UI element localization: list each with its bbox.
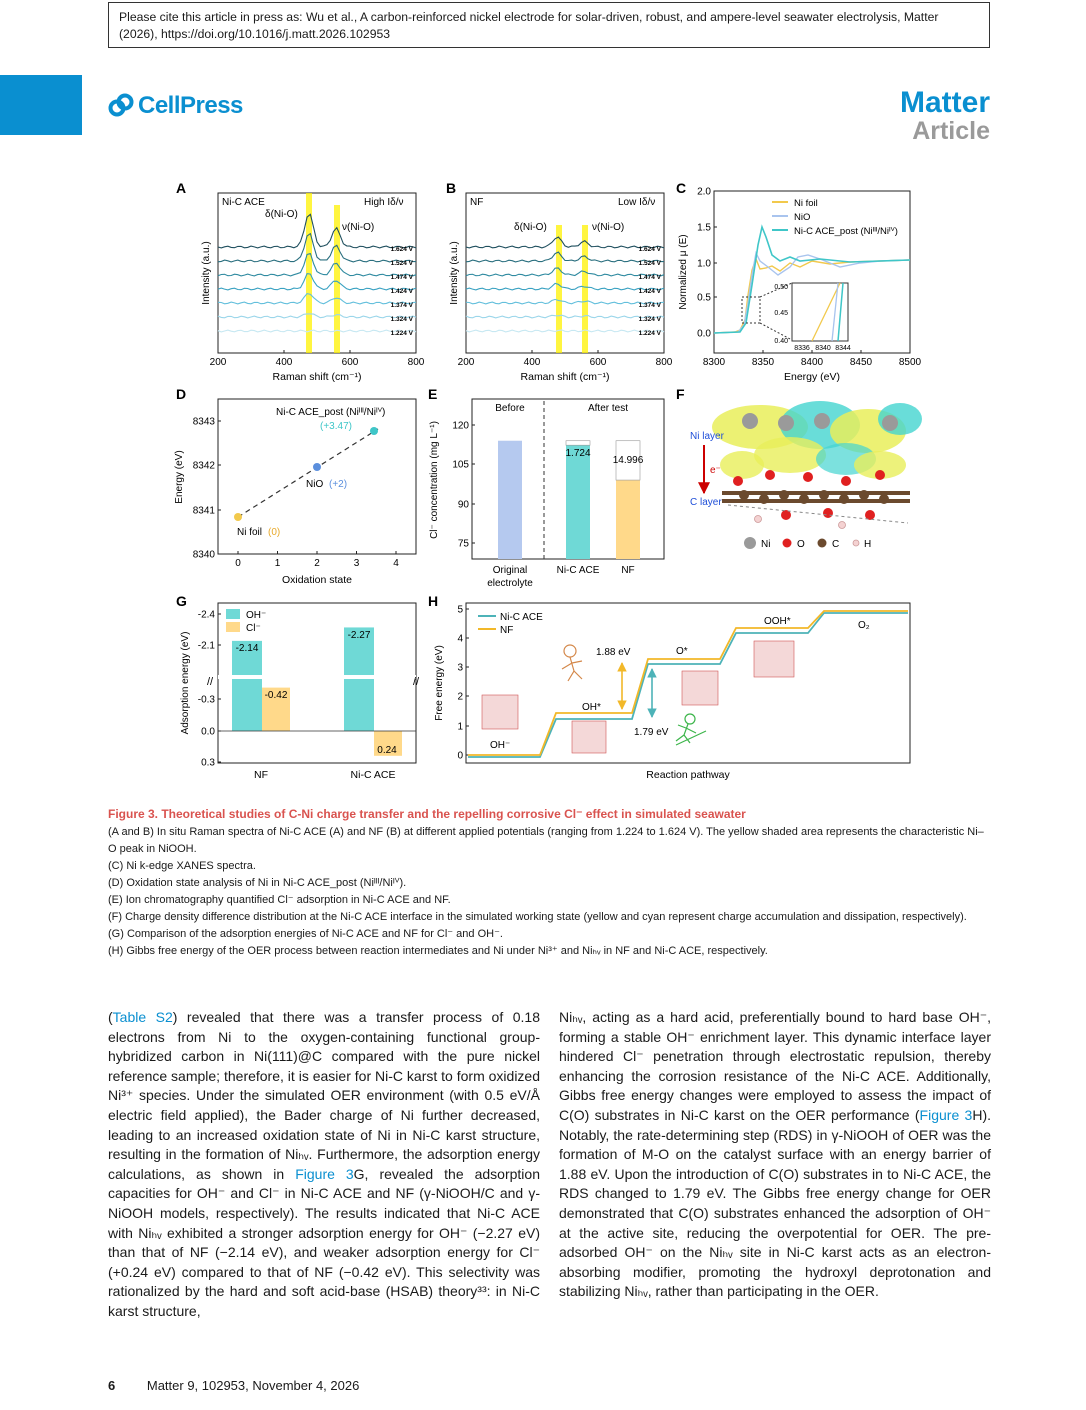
brand-name: CellPress xyxy=(138,92,243,119)
panel-g-break-mark-right: // xyxy=(412,676,420,688)
panel-c-inset-ytick-1: 0.50 xyxy=(774,284,788,291)
y-tick-label: 2.0 xyxy=(697,186,711,198)
y-tick-label: 0.0 xyxy=(201,726,215,738)
x-tick-label: 0 xyxy=(235,558,241,569)
panel-c-inset-xtick-1: 8336 xyxy=(794,345,810,352)
panel-e-label-ace: 1.724 xyxy=(565,448,591,459)
panel-c-letter: C xyxy=(676,180,687,196)
panel-d-fit-line xyxy=(238,429,378,517)
panel-d-point-ni-foil xyxy=(234,513,242,521)
panel-h-xlabel: Reaction pathway xyxy=(646,769,730,781)
body-text-right: Niₕᵥ, acting as a hard acid, preferentially bound to hard base OH⁻, forming a stable OH⁻ enrichment layer. This dynamic interface layer hindered Cl⁻ penetration through electrostatic repulsion, thereby enhancing the corrosion resistance of the Ni-C ACE. Additionally, Gibbs free energy changes were employed to assess the impact of C(O) substrates in Ni-C karst on the OER performance (Figure 3H). Notably, the rate-determining step (RDS) in γ-NiOOH of OER was the formation of M-O on the catalyst surface with an energy barrier of 1.88 eV. Upon the introduction of C(O) substrates in to Ni-C ACE, the RDS changed to 1.79 eV. The Gibbs free energy change for OER demonstrated that C(O) substrates enhanced the adsorption of OH⁻ at the active site, reducing the overpotential for OER. The pre-adsorbed OH⁻ on the Niₕᵥ site in Ni-C karst acts as an electron-absorbing modifier, promoting the hydroxyl deprotonation and stabilizing Niₕᵥ, rather than participating in the OER. xyxy=(559,1009,991,1300)
citation-box xyxy=(108,2,990,48)
y-tick-label: 1.5 xyxy=(697,222,711,234)
panel-d-ylabel: Energy (eV) xyxy=(174,450,185,504)
spectrum-line xyxy=(466,299,664,304)
y-tick-label: -0.3 xyxy=(197,694,215,706)
panel-c xyxy=(676,180,922,383)
panel-h-state-oh: OH* xyxy=(582,702,601,713)
spectrum-line xyxy=(466,237,664,248)
panel-g-label-nf-oh: -2.14 xyxy=(235,643,259,654)
x-tick-label: 3 xyxy=(353,558,360,569)
y-tick-label: 5 xyxy=(457,604,463,616)
panel-f-legend-o-swatch xyxy=(783,539,792,548)
panel-b-spectra xyxy=(466,237,664,332)
panel-g-label-ace-cl: 0.24 xyxy=(377,745,397,756)
panel-e-cat-2: Ni-C ACE xyxy=(556,565,600,576)
panel-c-legend-ni-foil: Ni foil xyxy=(794,198,818,209)
panel-a xyxy=(176,180,425,383)
panel-e-letter: E xyxy=(428,386,438,402)
panel-g-legend-oh: OH⁻ xyxy=(246,610,267,621)
panel-a-peak-1: δ(Ni-O) xyxy=(265,209,298,220)
y-tick-label: -2.4 xyxy=(197,609,215,621)
panel-h-letter: H xyxy=(428,593,439,609)
x-tick-label: 8500 xyxy=(898,357,922,368)
caption-line-f: (F) Charge density difference distribution at the Ni-C ACE interface in the simulated working state (yellow and cyan represent charge accumulation and dissipation, respectively). xyxy=(108,911,967,923)
caption-line-g: (G) Comparison of the adsorption energies of Ni-C ACE and NF for Cl⁻ and OH⁻. xyxy=(108,928,503,940)
spectrum-line xyxy=(466,315,664,318)
x-tick-label: 800 xyxy=(655,357,673,368)
panel-g-label-nf-cl: -0.42 xyxy=(264,690,288,701)
potential-label: 1.624 V xyxy=(638,246,661,253)
caption-line-ab: (A and B) In situ Raman spectra of Ni-C ACE (A) and NF (B) at different applied potentials (ranging from 1.224 to 1.624 V). The yellow shaded area represents the characteristic Ni–O peak in NiOOH. xyxy=(108,826,984,855)
caption-title: Figure 3. Theoretical studies of C-Ni charge transfer and the repelling corrosive Cl⁻ effect in simulated seawater xyxy=(108,807,746,821)
y-tick-label: 90 xyxy=(457,499,469,511)
potential-label: 1.224 V xyxy=(390,330,413,337)
x-tick-label: 600 xyxy=(341,357,359,368)
panel-d-point-nio xyxy=(313,463,321,471)
bar-loss-segment xyxy=(566,441,590,445)
y-tick-label: 3 xyxy=(457,662,463,674)
spectrum-line xyxy=(466,252,664,262)
panel-f-charge-density-render xyxy=(712,401,922,529)
panel-h xyxy=(428,593,910,781)
panel-f-legend-h-swatch xyxy=(853,540,859,546)
panel-c-xlabel: Energy (eV) xyxy=(783,371,841,383)
potential-label: 1.524 V xyxy=(638,260,661,267)
panel-b-sample: NF xyxy=(470,197,484,208)
panel-e-cat-1-line-1: Original xyxy=(492,565,528,576)
panel-d xyxy=(174,386,416,586)
x-tick-label: 8400 xyxy=(800,357,824,368)
panel-h-barrier-ace: 1.79 eV xyxy=(634,727,669,738)
spectrum-line xyxy=(218,214,416,248)
panel-c-ylabel: Normalized μ (E) xyxy=(678,234,689,310)
panel-g-axis-break xyxy=(218,675,416,679)
panel-d-label-ni-foil-val: (0) xyxy=(268,527,281,538)
panel-a-intensity-note: High Iδ/ν xyxy=(364,197,404,208)
x-tick-label: 400 xyxy=(523,357,541,368)
panel-h-runner-icon-green xyxy=(676,714,706,745)
panel-f-ni-layer: Ni layer xyxy=(690,431,724,442)
panel-g-cat-ace: Ni-C ACE xyxy=(350,769,396,781)
caption-line-d: (D) Oxidation state analysis of Ni in Ni-C ACE_post (Niᴵᴵᴵ/Niᴵⱽ). xyxy=(108,877,407,889)
potential-label: 1.474 V xyxy=(638,274,661,281)
panel-g-label-ace-oh: -2.27 xyxy=(347,630,371,641)
x-tick-label: 400 xyxy=(275,357,293,368)
panel-c-inset-ytick-3: 0.40 xyxy=(774,338,788,345)
potential-label: 1.524 V xyxy=(390,260,413,267)
panel-h-legend-ace: Ni-C ACE xyxy=(500,612,543,623)
potential-label: 1.224 V xyxy=(638,330,661,337)
y-tick-label: 105 xyxy=(452,459,469,471)
journal-heading xyxy=(900,88,990,144)
potential-label: 1.474 V xyxy=(390,274,413,281)
panel-h-legend-nf: NF xyxy=(500,625,514,636)
panel-b-frame xyxy=(466,193,664,353)
panel-b-intensity-note: Low Iδ/ν xyxy=(618,197,656,208)
article-type: Article xyxy=(912,117,990,145)
journal-name: Matter xyxy=(899,86,990,119)
panel-g-ylabel: Adsorption energy (eV) xyxy=(180,631,191,735)
caption-line-e: (E) Ion chromatography quantified Cl⁻ adsorption in Ni-C ACE and NF. xyxy=(108,894,451,906)
bar xyxy=(566,445,590,559)
panel-h-barrier-nf: 1.88 eV xyxy=(596,647,631,658)
panel-h-state-o: O* xyxy=(676,646,688,657)
panel-h-yticks xyxy=(457,605,469,762)
panel-e-ylabel: Cl⁻ concentration (mg L⁻¹) xyxy=(429,421,440,539)
bar xyxy=(498,441,522,559)
panel-g-legend-cl-swatch xyxy=(226,622,240,632)
page-number: 6 xyxy=(108,1378,116,1393)
spectrum-line xyxy=(218,330,416,332)
bar xyxy=(344,627,374,731)
panel-b xyxy=(446,180,673,383)
panel-d-yticks xyxy=(193,417,221,561)
panel-d-label-ace-val: (+3.47) xyxy=(320,421,352,432)
panel-e-cat-1-line-2: electrolyte xyxy=(487,578,533,589)
potential-label: 1.374 V xyxy=(638,302,661,309)
y-tick-label: 0 xyxy=(457,750,463,762)
panel-c-inset xyxy=(792,283,848,341)
spectrum-line xyxy=(218,314,416,318)
body-text-left: (Table S2) revealed that there was a transfer process of 0.18 electrons from Ni to the oxygen-containing functional group-hybridized carbon in Ni(111)@C compared with the pure nickel reference sample; therefore, it is easier for Ni-C karst to form oxidized Ni³⁺ species. Under the simulated OER environment (with 0.5 eV/Å electric field applied), the Bader charge of Ni further decreased, leading to an increased oxidation state of Ni in Ni-C karst structure, resulting in the formation of Niₕᵥ. Furthermore, the adsorption energy calculations, as shown in Figure 3G, revealed the adsorption capacities for OH⁻ and Cl⁻ in Ni-C ACE and NF (γ-NiOOH/C and γ-NiOOH models, respectively). The results indicated that Ni-C ACE with Niₕᵥ exhibited a stronger adsorption energy for OH⁻ (−2.27 eV) than that of NF (−2.14 eV), and weaker adsorption energy for Cl⁻ (+0.24 eV) compared to that of NF (−0.42 eV). This selectivity was rationalized by the hard and soft acid-base (HSAB) theory³³: in Ni-C karst structure, xyxy=(108,1009,540,1319)
y-tick-label: 8343 xyxy=(192,416,215,428)
y-tick-label: 120 xyxy=(452,420,469,432)
panel-a-frame xyxy=(218,193,416,353)
panel-a-ylabel: Intensity (a.u.) xyxy=(201,241,212,305)
panel-h-state-ooh: OOH* xyxy=(764,616,791,627)
panel-f-legend-c: C xyxy=(832,539,840,550)
panel-g-legend-cl: Cl⁻ xyxy=(246,623,261,634)
y-tick-label: 1.0 xyxy=(697,258,711,270)
citation-text: Please cite this article in press as: Wu et al., A carbon-reinforced nickel electrode for solar-driven, robust, and ampere-level seawater electrolysis, Matter (2026), https://doi.org/10.1016/j.matt.2026.102953 xyxy=(119,10,939,41)
caption-line-c: (C) Ni k-edge XANES spectra. xyxy=(108,860,256,872)
panel-f-letter: F xyxy=(676,386,685,402)
figure-3 xyxy=(0,175,1086,800)
x-tick-label: 1 xyxy=(274,558,281,569)
panel-g-cat-nf: NF xyxy=(254,769,268,781)
panel-c-inset-xtick-3: 8344 xyxy=(835,345,851,352)
panel-d-point-ace xyxy=(370,427,378,435)
panel-f-legend-c-swatch xyxy=(818,539,827,548)
x-tick-label: 4 xyxy=(393,558,399,569)
panel-h-state-oh-minus: OH⁻ xyxy=(490,740,511,751)
panel-c-inset-xtick-2: 8340 xyxy=(815,345,831,352)
journal-info: Matter 9, 102953, November 4, 2026 xyxy=(146,1378,360,1393)
x-tick-label: 8450 xyxy=(849,357,873,368)
panel-f-legend-ni: Ni xyxy=(761,539,771,550)
panel-h-ylabel: Free energy (eV) xyxy=(434,645,445,721)
panel-a-spectra xyxy=(218,214,416,332)
panel-a-xlabel: Raman shift (cm⁻¹) xyxy=(272,371,362,383)
y-tick-label: 0.3 xyxy=(201,757,215,769)
panel-b-potential-labels xyxy=(639,246,662,337)
panel-h-runner-icon-orange xyxy=(562,645,582,681)
panel-f-legend-ni-swatch xyxy=(744,537,756,549)
panel-d-xlabel: Oxidation state xyxy=(281,574,353,586)
panel-d-label-nio: NiO xyxy=(306,479,324,490)
potential-label: 1.324 V xyxy=(390,316,413,323)
caption-line-h: (H) Gibbs free energy of the OER process between reaction intermediates and Ni under Ni³⁺ and Niₕᵥ in NF and Ni-C ACE, respectively. xyxy=(108,945,768,957)
panel-f-electron: e⁻ xyxy=(710,465,721,476)
panel-d-label-nio-val: (+2) xyxy=(329,479,348,490)
panel-e xyxy=(428,386,664,589)
panel-b-highlight-2 xyxy=(582,225,588,353)
panel-e-before: Before xyxy=(495,403,525,414)
panel-b-letter: B xyxy=(446,180,457,196)
section-tab xyxy=(0,75,82,135)
x-tick-label: 200 xyxy=(209,357,227,368)
y-tick-label: 4 xyxy=(457,633,463,645)
panel-a-letter: A xyxy=(176,180,187,196)
panel-f-c-layer: C layer xyxy=(690,497,722,508)
panel-c-legend-ace: Ni-C ACE_post (Niᴵᴵᴵ/Niᴵⱽ) xyxy=(794,226,898,237)
panel-a-peak-2: ν(Ni-O) xyxy=(342,222,375,233)
panel-f-legend-o: O xyxy=(797,539,805,550)
panel-g-legend-oh-swatch xyxy=(226,609,240,619)
y-tick-label: 0.5 xyxy=(697,292,711,304)
y-tick-label: -2.1 xyxy=(197,640,215,652)
x-tick-label: 2 xyxy=(314,558,320,569)
x-tick-label: 8300 xyxy=(702,357,726,368)
potential-label: 1.424 V xyxy=(390,288,413,295)
y-tick-label: 1 xyxy=(457,721,463,733)
x-tick-label: 800 xyxy=(407,357,425,368)
panel-g-letter: G xyxy=(176,593,187,609)
panel-b-xlabel: Raman shift (cm⁻¹) xyxy=(520,371,610,383)
x-tick-label: 8350 xyxy=(751,357,775,368)
panel-a-potential-labels xyxy=(391,246,414,337)
cellpress-logo-icon xyxy=(108,93,134,119)
y-tick-label: 2 xyxy=(457,691,463,703)
panel-c-legend-nio: NiO xyxy=(794,212,811,223)
y-tick-label: 8341 xyxy=(192,505,215,517)
panel-b-highlight-1 xyxy=(556,225,562,353)
spectrum-line xyxy=(466,268,664,276)
panel-f-legend-h: H xyxy=(864,539,872,550)
y-tick-label: 75 xyxy=(457,538,469,550)
panel-h-state-o2: O₂ xyxy=(858,620,870,631)
panel-d-letter: D xyxy=(176,386,187,402)
panel-g xyxy=(176,593,420,781)
y-tick-label: 8340 xyxy=(192,549,215,561)
spectrum-line xyxy=(466,330,664,332)
y-tick-label: 0.0 xyxy=(697,328,711,340)
panel-d-label-ni-foil: Ni foil xyxy=(237,527,263,538)
bar xyxy=(232,641,262,731)
bar xyxy=(616,480,640,559)
y-tick-label: 8342 xyxy=(192,460,215,472)
panel-b-peak-2: ν(Ni-O) xyxy=(592,222,625,233)
spectrum-line xyxy=(466,283,664,290)
panel-d-label-ace: Ni-C ACE_post (Niᴵᴵᴵ/Niᴵⱽ) xyxy=(276,407,386,418)
panel-c-inset-ytick-2: 0.45 xyxy=(774,310,788,317)
brand-logo[interactable] xyxy=(108,92,243,120)
panel-a-sample: Ni-C ACE xyxy=(222,197,265,208)
panel-b-peak-1: δ(Ni-O) xyxy=(514,222,547,233)
spectrum-line xyxy=(218,294,416,304)
potential-label: 1.374 V xyxy=(390,302,413,309)
panel-f xyxy=(676,386,922,550)
panel-g-break-mark-left: // xyxy=(206,676,214,688)
x-tick-label: 200 xyxy=(457,357,475,368)
figure-caption xyxy=(108,806,992,960)
x-tick-label: 600 xyxy=(589,357,607,368)
panel-e-after: After test xyxy=(587,403,629,414)
potential-label: 1.624 V xyxy=(390,246,413,253)
panel-b-ylabel: Intensity (a.u.) xyxy=(449,241,460,305)
potential-label: 1.324 V xyxy=(638,316,661,323)
potential-label: 1.424 V xyxy=(638,288,661,295)
panel-e-cat-3: NF xyxy=(621,565,635,576)
panel-e-label-nf: 14.996 xyxy=(612,455,644,466)
page-footer xyxy=(108,1378,359,1393)
